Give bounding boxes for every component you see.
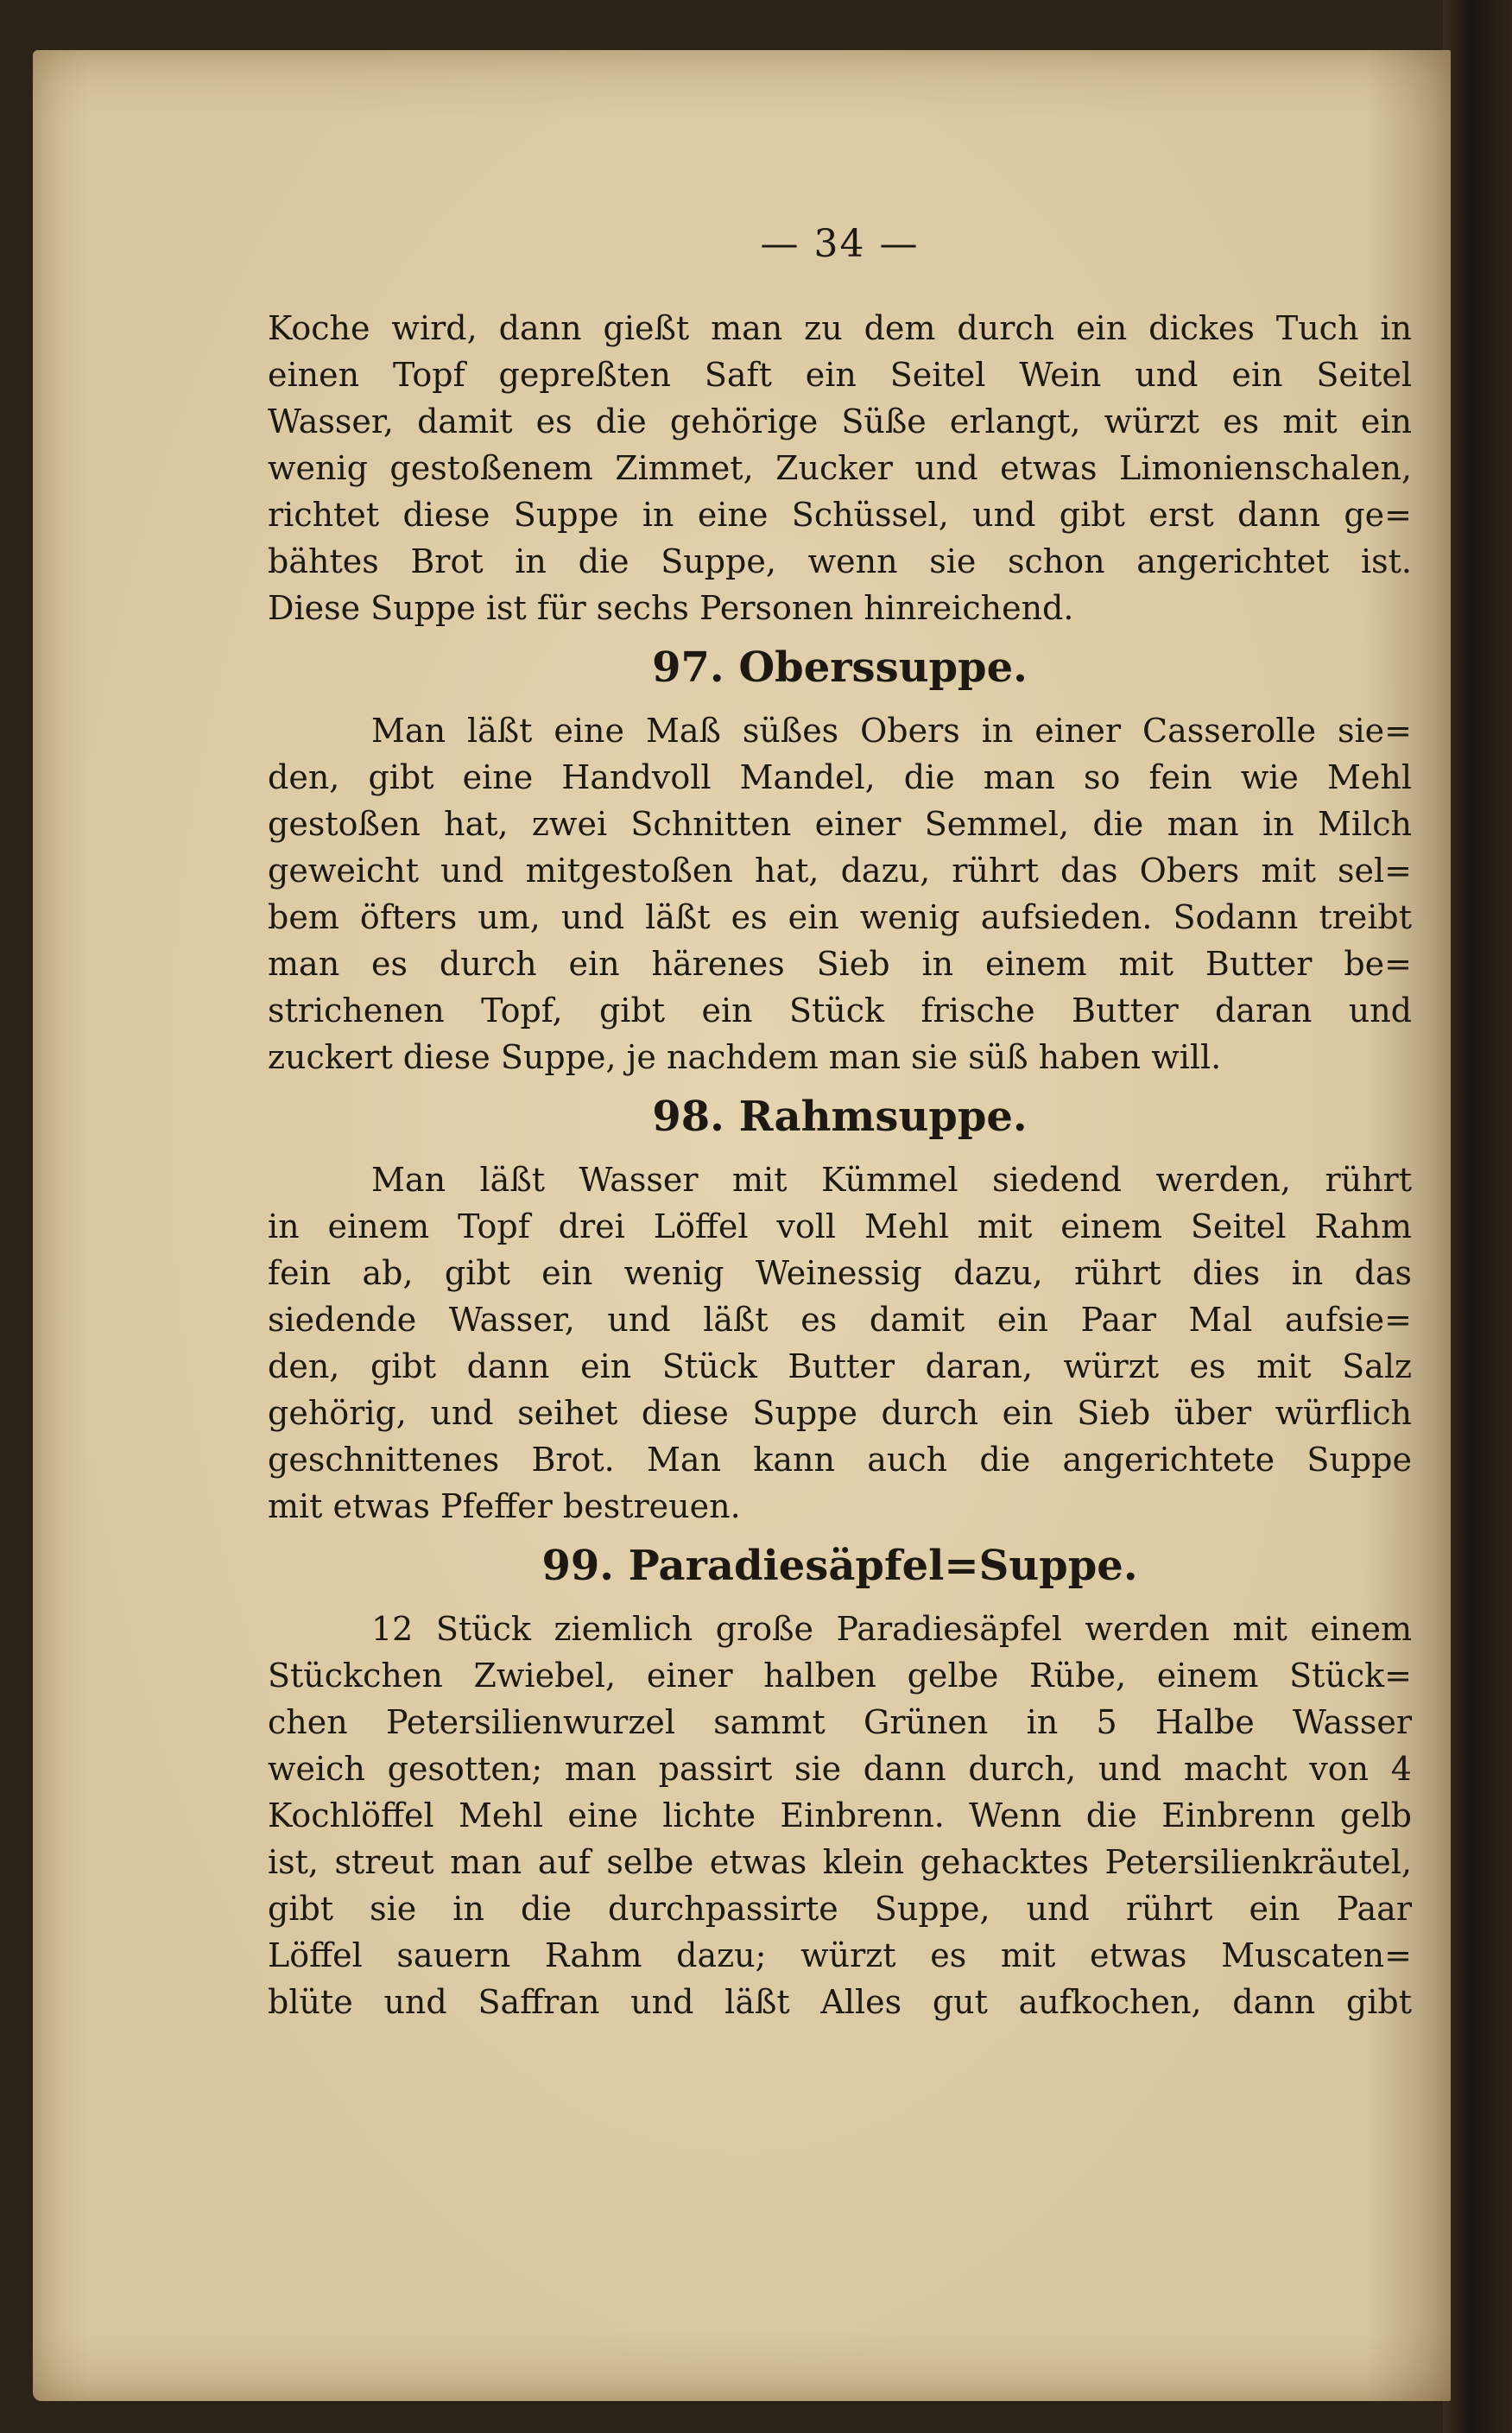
recipe-paragraph [268, 1606, 1412, 2025]
text-line: einen Topf gepreßten Saft ein Seitel Wein und ein Seitel [268, 356, 1412, 394]
text-line: Stückchen Zwiebel, einer halben gelbe Rübe, einem Stück= [268, 1657, 1412, 1695]
text-line: man es durch ein härenes Sieb in einem mit Butter be= [268, 945, 1412, 983]
text-line: chen Petersilienwurzel sammt Grünen in 5 Halbe Wasser [268, 1703, 1412, 1741]
recipe-heading: 98. Rahmsuppe. [652, 1093, 1028, 1141]
text-line: gehörig, und seihet diese Suppe durch ein Sieb über würflich [268, 1394, 1412, 1432]
text-line: richtet diese Suppe in eine Schüssel, und gibt erst dann ge= [268, 496, 1412, 534]
text-line: bähtes Brot in die Suppe, wenn sie schon angerichtet ist. [268, 542, 1412, 580]
text-line: mit etwas Pfeffer bestreuen. [268, 1487, 741, 1525]
text-line: weich gesotten; man passirt sie dann durch, und macht von 4 [268, 1750, 1412, 1788]
page-number: — 34 — [760, 222, 920, 266]
text-line: fein ab, gibt ein wenig Weinessig dazu, rührt dies in das [268, 1254, 1412, 1292]
recipe-paragraph [268, 707, 1412, 1080]
text-line: ist, streut man auf selbe etwas klein gehacktes Petersilienkräutel, [268, 1843, 1412, 1881]
text-line: blüte und Saffran und läßt Alles gut aufkochen, dann gibt [268, 1983, 1412, 2021]
page-text [268, 219, 1412, 2025]
text-line: Wasser, damit es die gehörige Süße erlangt, würzt es mit ein [268, 402, 1412, 440]
text-line: Diese Suppe ist für sechs Personen hinreichend. [268, 589, 1074, 627]
text-line: Man läßt eine Maß süßes Obers in einer Casserolle sie= [371, 712, 1412, 750]
text-line: strichenen Topf, gibt ein Stück frische Butter daran und [268, 992, 1412, 1030]
intro-paragraph [268, 305, 1412, 631]
text-line: den, gibt eine Handvoll Mandel, die man so fein wie Mehl [268, 758, 1412, 796]
text-line: 12 Stück ziemlich große Paradiesäpfel werden mit einem [371, 1610, 1412, 1648]
text-line: wenig gestoßenem Zimmet, Zucker und etwas Limonienschalen, [268, 449, 1412, 487]
recipe-heading: 99. Paradiesäpfel=Suppe. [541, 1542, 1138, 1590]
text-line: geschnittenes Brot. Man kann auch die angerichtete Suppe [268, 1441, 1412, 1479]
text-line: gibt sie in die durchpassirte Suppe, und rührt ein Paar [268, 1890, 1412, 1928]
text-line: geweicht und mitgestoßen hat, dazu, rührt das Obers mit sel= [268, 852, 1412, 890]
text-line: Löffel sauern Rahm dazu; würzt es mit etwas Muscaten= [268, 1936, 1412, 1974]
text-line: siedende Wasser, und läßt es damit ein Paar Mal aufsie= [268, 1301, 1412, 1339]
text-line: den, gibt dann ein Stück Butter daran, würzt es mit Salz [268, 1347, 1412, 1385]
text-line: gestoßen hat, zwei Schnitten einer Semmel, die man in Milch [268, 805, 1412, 843]
text-line: bem öfters um, und läßt es ein wenig aufsieden. Sodann treibt [268, 898, 1412, 936]
text-line: Kochlöffel Mehl eine lichte Einbrenn. Wenn die Einbrenn gelb [268, 1796, 1412, 1834]
book-page [33, 50, 1451, 2401]
recipe-heading: 97. Oberssuppe. [652, 643, 1028, 692]
text-line: zuckert diese Suppe, je nachdem man sie süß haben will. [268, 1038, 1222, 1076]
recipe-paragraph [268, 1156, 1412, 1530]
book-spine [1443, 0, 1512, 2433]
text-line: in einem Topf drei Löffel voll Mehl mit einem Seitel Rahm [268, 1207, 1412, 1245]
text-line: Man läßt Wasser mit Kümmel siedend werden, rührt [371, 1161, 1412, 1199]
text-line: Koche wird, dann gießt man zu dem durch ein dickes Tuch in [268, 309, 1412, 347]
